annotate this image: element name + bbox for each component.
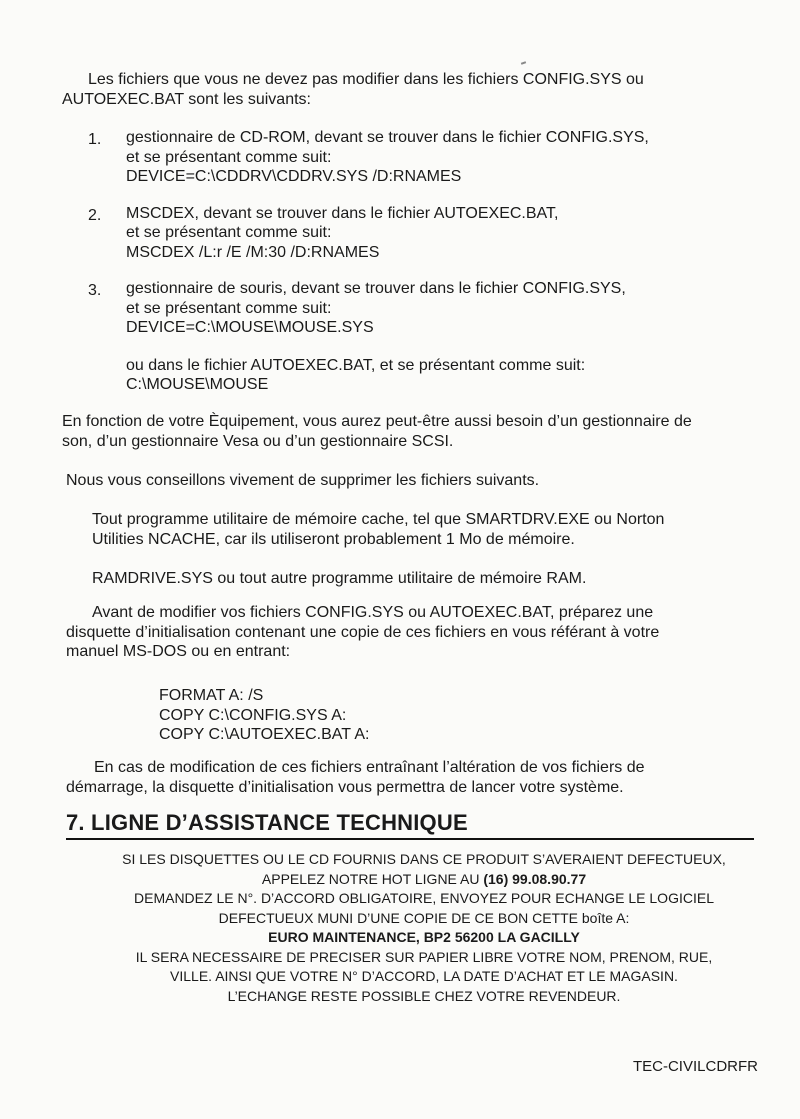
list-line: et se présentant comme suit: [126,224,332,241]
list-item [88,128,738,187]
advice-paragraph: Nous vous conseillons vivement de supprimer les fichiers suivants. [66,472,540,489]
intro-line: AUTOEXEC.BAT sont les suivants: [62,90,311,108]
cache-utility-line: Tout programme utilitaire de mémoire cache, tel que SMARTDRV.EXE ou Norton [92,511,665,528]
scan-mark [521,61,526,65]
section-heading: 7. LIGNE D’ASSISTANCE TECHNIQUE [66,810,754,840]
support-address: EURO MAINTENANCE, BP2 56200 LA GACILLY [268,929,580,945]
boot-disk-line: manuel MS-DOS ou en entrant: [66,643,291,660]
boot-disk-line: disquette d’initialisation contenant une copie de ces fichiers en vous référant à votre [66,623,660,641]
recovery-line: démarrage, la disquette d’initialisation vous permettra de lancer votre système. [66,778,624,796]
support-line: SI LES DISQUETTES OU LE CD FOURNIS DANS CE PRODUIT S’AVERAIENT DEFECTUEUX, [122,851,726,867]
support-line: DEFECTUEUX MUNI D’UNE COPIE DE CE BON CETTE boîte A: [218,909,630,926]
intro-paragraph [62,70,752,109]
support-block [84,850,764,1006]
support-line: L’ECHANGE RESTE POSSIBLE CHEZ VOTRE REVENDEUR. [227,987,621,1004]
list-line: gestionnaire de souris, devant se trouver dans le fichier CONFIG.SYS, [126,280,626,297]
list-number: 2. [88,206,102,224]
list-item [88,279,738,395]
support-line: IL SERA NECESSAIRE DE PRECISER SUR PAPIER LIBRE VOTRE NOM, PRENOM, RUE, [135,948,713,965]
intro-line: Les fichiers que vous ne devez pas modifier dans les fichiers CONFIG.SYS ou [88,71,644,88]
dos-command: FORMAT A: /S [159,687,264,704]
list-item [88,204,738,263]
recovery-line: En cas de modification de ces fichiers entraînant l’altération de vos fichiers de [94,759,645,776]
equipment-line: En fonction de votre Èquipement, vous aurez peut-être aussi besoin d’un gestionnaire de [62,413,692,430]
list-number: 1. [88,131,102,148]
dos-commands [159,686,559,745]
dos-command: COPY C:\AUTOEXEC.BAT A: [159,726,370,743]
dos-command: COPY C:\CONFIG.SYS A: [159,706,347,724]
list-number: 3. [88,282,102,299]
support-line: DEMANDEZ LE N°. D’ACCORD OBLIGATOIRE, ENVOYEZ POUR ECHANGE LE LOGICIEL [134,890,714,906]
support-text: APPELEZ NOTRE HOT LIGNE AU [261,870,484,887]
boot-disk-paragraph [66,603,754,662]
list-line: ou dans le fichier AUTOEXEC.BAT, et se présentant comme suit: [126,356,586,374]
support-line: VILLE. AINSI QUE VOTRE N° D’ACCORD, LA DATE D’ACHAT ET LE MAGASIN. [170,968,678,984]
hotline-number: (16) 99.08.90.77 [483,870,587,887]
list-command: MSCDEX /L:r /E /M:30 /D:RNAMES [126,243,380,261]
equipment-paragraph [62,412,752,451]
list-command: DEVICE=C:\MOUSE\MOUSE.SYS [126,319,374,336]
list-line: et se présentant comme suit: [126,148,332,166]
list-command: C:\MOUSE\MOUSE [126,376,269,393]
list-command: DEVICE=C:\CDDRV\CDDRV.SYS /D:RNAMES [126,168,462,185]
cache-utility-paragraph [92,510,752,549]
document-reference: TEC-CIVILCDRFR [632,1058,758,1075]
recovery-paragraph [66,758,754,797]
support-line [84,870,764,890]
equipment-line: son, d’un gestionnaire Vesa ou d’un gestionnaire SCSI. [62,432,454,450]
protected-files-list [88,128,738,395]
cache-utility-line: Utilities NCACHE, car ils utiliseront probablement 1 Mo de mémoire. [92,530,575,548]
ramdrive-paragraph: RAMDRIVE.SYS ou tout autre programme utilitaire de mémoire RAM. [92,570,587,587]
list-line: et se présentant comme suit: [126,299,332,317]
list-line: MSCDEX, devant se trouver dans le fichier AUTOEXEC.BAT, [126,204,559,222]
boot-disk-line: Avant de modifier vos fichiers CONFIG.SYS ou AUTOEXEC.BAT, préparez une [92,604,654,621]
list-line: gestionnaire de CD-ROM, devant se trouver dans le fichier CONFIG.SYS, [126,129,649,146]
